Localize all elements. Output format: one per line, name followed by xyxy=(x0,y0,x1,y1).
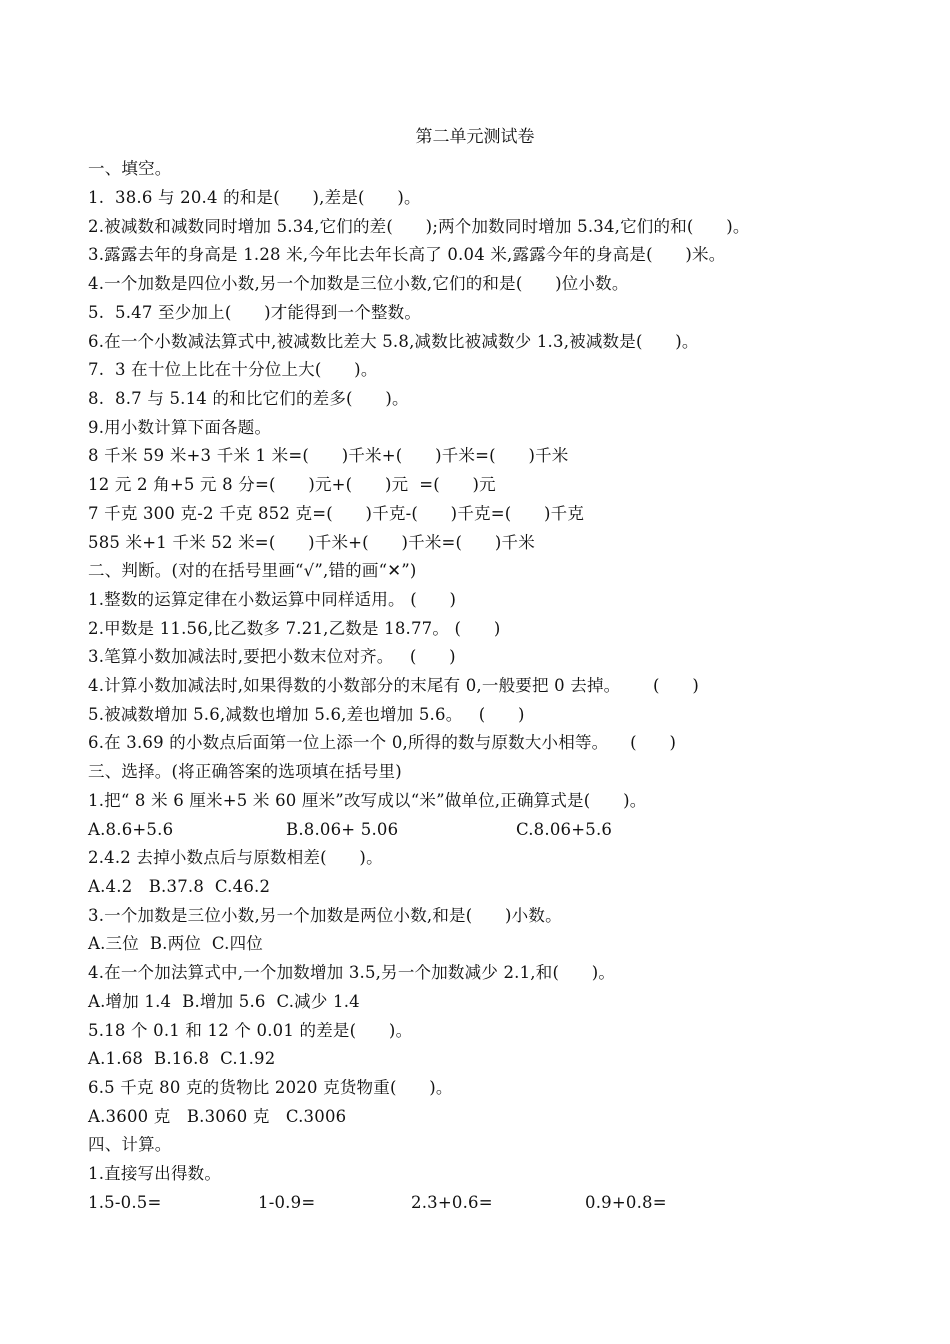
question-line: 4.计算小数加减法时,如果得数的小数部分的末尾有 0,一般要把 0 去掉。 ( ) xyxy=(88,676,699,695)
calc-item: 1-0.9= xyxy=(258,1193,316,1212)
question-line: 7. 3 在十位上比在十分位上大( )。 xyxy=(88,360,378,379)
sub-heading: 1.直接写出得数。 xyxy=(88,1164,222,1183)
question-line: 5. 5.47 至少加上( )才能得到一个整数。 xyxy=(88,303,422,322)
options-line: A.1.68 B.16.8 C.1.92 xyxy=(88,1049,276,1068)
options-row xyxy=(88,818,788,842)
question-line: 6.在一个小数减法算式中,被减数比差大 5.8,减数比被减数少 1.3,被减数是( )。 xyxy=(88,332,699,351)
options-line: A.三位 B.两位 C.四位 xyxy=(88,934,263,953)
section-heading-fill-blank: 一、填空。 xyxy=(88,159,172,178)
question-line: 1.把“ 8 米 6 厘米+5 米 60 厘米”改写成以“米”做单位,正确算式是( )。 xyxy=(88,791,647,810)
question-line: 585 米+1 千米 52 米=( )千米+( )千米=( )千米 xyxy=(88,533,535,552)
section-heading-true-false: 二、判断。(对的在括号里画“√”,错的画“✕”) xyxy=(88,561,417,580)
calc-item: 0.9+0.8= xyxy=(585,1193,667,1212)
options-line: A.3600 克 B.3060 克 C.3006 xyxy=(88,1107,347,1126)
question-line: 3.露露去年的身高是 1.28 米,今年比去年长高了 0.04 米,露露今年的身高是( )米。 xyxy=(88,245,726,264)
question-line: 4.一个加数是四位小数,另一个加数是三位小数,它们的和是( )位小数。 xyxy=(88,274,629,293)
options-line: A.4.2 B.37.8 C.46.2 xyxy=(88,877,271,896)
question-line: 9.用小数计算下面各题。 xyxy=(88,418,272,437)
question-line: 2.被减数和减数同时增加 5.34,它们的差( );两个加数同时增加 5.34,它们的和( )。 xyxy=(88,217,750,236)
question-line: 5.18 个 0.1 和 12 个 0.01 的差是( )。 xyxy=(88,1021,413,1040)
page-title: 第二单元测试卷 xyxy=(415,127,535,147)
question-line: 12 元 2 角+5 元 8 分=( )元+( )元 =( )元 xyxy=(88,475,496,494)
question-line: 2.甲数是 11.56,比乙数多 7.21,乙数是 18.77。 ( ) xyxy=(88,619,501,638)
question-line: 6.5 千克 80 克的货物比 2020 克货物重( )。 xyxy=(88,1078,453,1097)
calc-item: 1.5-0.5= xyxy=(88,1193,162,1212)
calc-item: 2.3+0.6= xyxy=(411,1193,493,1212)
calc-row xyxy=(88,1191,788,1215)
question-line: 2.4.2 去掉小数点后与原数相差( )。 xyxy=(88,848,383,867)
question-line: 1.整数的运算定律在小数运算中同样适用。 ( ) xyxy=(88,590,457,609)
question-line: 8 千米 59 米+3 千米 1 米=( )千米+( )千米=( )千米 xyxy=(88,446,569,465)
question-line: 8. 8.7 与 5.14 的和比它们的差多( )。 xyxy=(88,389,409,408)
option-a: A.8.6+5.6 xyxy=(88,820,174,839)
question-line: 5.被减数增加 5.6,减数也增加 5.6,差也增加 5.6。 ( ) xyxy=(88,705,525,724)
question-line: 3.一个加数是三位小数,另一个加数是两位小数,和是( )小数。 xyxy=(88,906,562,925)
section-heading-choice: 三、选择。(将正确答案的选项填在括号里) xyxy=(88,762,402,781)
section-heading-calc: 四、计算。 xyxy=(88,1135,172,1154)
question-line: 7 千克 300 克-2 千克 852 克=( )千克-( )千克=( )千克 xyxy=(88,504,585,523)
question-line: 1. 38.6 与 20.4 的和是( ),差是( )。 xyxy=(88,188,421,207)
question-line: 3.笔算小数加减法时,要把小数末位对齐。 ( ) xyxy=(88,647,456,666)
option-c: C.8.06+5.6 xyxy=(516,820,613,839)
question-line: 4.在一个加法算式中,一个加数增加 3.5,另一个加数减少 2.1,和( )。 xyxy=(88,963,616,982)
option-b: B.8.06+ 5.06 xyxy=(286,820,399,839)
options-line: A.增加 1.4 B.增加 5.6 C.减少 1.4 xyxy=(88,992,360,1011)
question-line: 6.在 3.69 的小数点后面第一位上添一个 0,所得的数与原数大小相等。 ( ) xyxy=(88,733,677,752)
